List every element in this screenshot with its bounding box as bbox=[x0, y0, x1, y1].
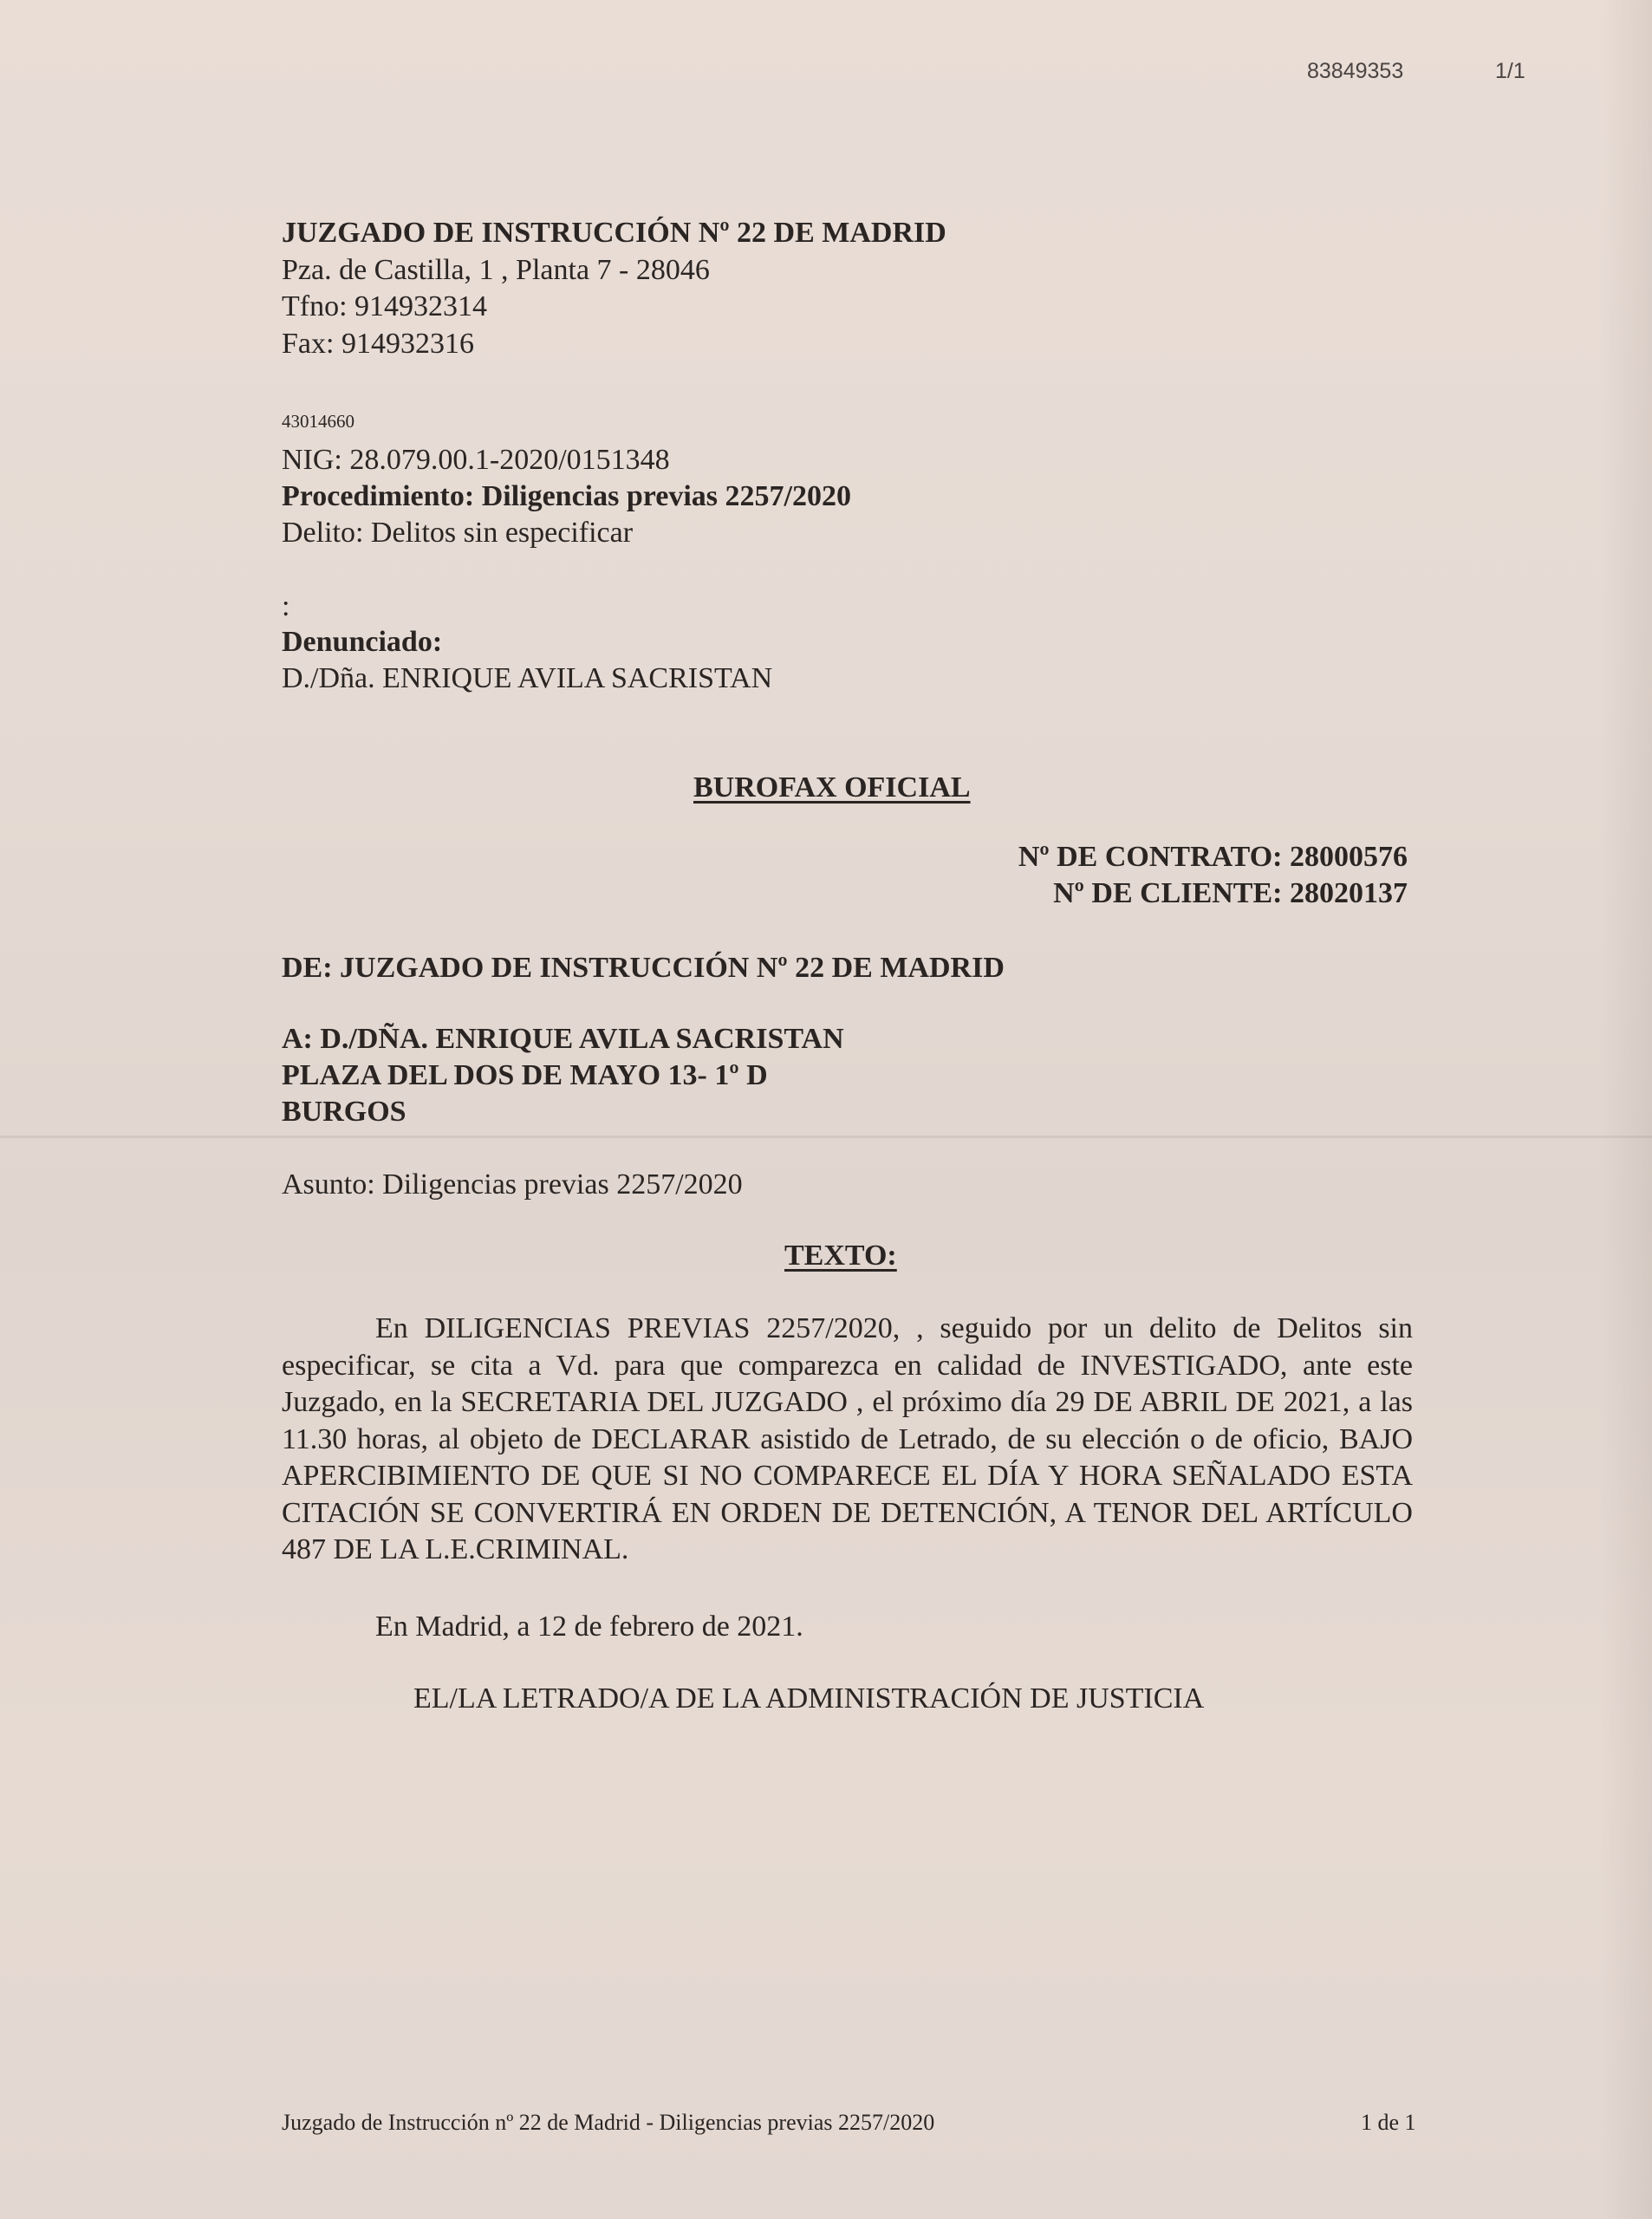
case-colon: : bbox=[282, 590, 290, 622]
footer-page-number: 1 de 1 bbox=[1361, 2110, 1416, 2135]
citation-paragraph: En DILIGENCIAS PREVIAS 2257/2020, , seguido por un delito de Delitos sin especificar, se cita a Vd. para que comparezca en calidad de INVESTIGADO, ante este Juzgado, en la SECRETARIA DEL JUZGADO , el próximo día 29 DE ABRIL DE 2021, a las 11.30 horas, al objeto de DECLARAR asistido de Letrado, de su elección o de oficio, BAJO APERCIBIMIENTO DE QUE SI NO COMPARECE EL DÍA Y HORA SEÑALADO ESTA CITACIÓN SE CONVERTIRÁ EN ORDEN DE DETENCIÓN, A TENOR DEL ARTÍCULO 487 DE LA L.E.CRIMINAL. bbox=[282, 1312, 1413, 1565]
defendant-label: Denunciado: bbox=[282, 626, 443, 658]
court-address: Pza. de Castilla, 1 , Planta 7 - 28046 bbox=[282, 254, 710, 286]
court-name: JUZGADO DE INSTRUCCIÓN Nº 22 DE MADRID bbox=[282, 217, 946, 249]
footer-reference: Juzgado de Instrucción nº 22 de Madrid - Diligencias previas 2257/2020 bbox=[282, 2110, 935, 2135]
fax-page-count: 1/1 bbox=[1495, 59, 1525, 83]
recipient-city: BURGOS bbox=[282, 1096, 406, 1128]
place-date: En Madrid, a 12 de febrero de 2021. bbox=[375, 1611, 803, 1643]
sender: DE: JUZGADO DE INSTRUCCIÓN Nº 22 DE MADRID bbox=[282, 952, 1005, 984]
case-nig: NIG: 28.079.00.1-2020/0151348 bbox=[282, 444, 670, 476]
court-fax: Fax: 914932316 bbox=[282, 328, 474, 360]
signatory-title: EL/LA LETRADO/A DE LA ADMINISTRACIÓN DE JUSTICIA bbox=[413, 1682, 1205, 1715]
case-offense: Delito: Delitos sin especificar bbox=[282, 517, 634, 549]
client-number: Nº DE CLIENTE: 28020137 bbox=[1053, 877, 1408, 909]
defendant-name: D./Dña. ENRIQUE AVILA SACRISTAN bbox=[282, 662, 773, 694]
fax-number: 83849353 bbox=[1307, 59, 1404, 83]
text-heading: TEXTO: bbox=[784, 1240, 897, 1272]
contract-number: Nº DE CONTRATO: 28000576 bbox=[1018, 841, 1408, 873]
case-procedure: Procedimiento: Diligencias previas 2257/2020 bbox=[282, 480, 851, 512]
court-phone: Tfno: 914932314 bbox=[282, 290, 488, 322]
recipient-name: A: D./DÑA. ENRIQUE AVILA SACRISTAN bbox=[282, 1023, 844, 1055]
subject-line: Asunto: Diligencias previas 2257/2020 bbox=[282, 1168, 743, 1201]
recipient-address: PLAZA DEL DOS DE MAYO 13- 1º D bbox=[282, 1059, 768, 1091]
burofax-title: BUROFAX OFICIAL bbox=[693, 771, 971, 804]
page-edge-shadow bbox=[1600, 0, 1652, 2219]
paper-fold-line bbox=[0, 1136, 1652, 1138]
case-code: 43014660 bbox=[282, 411, 354, 432]
